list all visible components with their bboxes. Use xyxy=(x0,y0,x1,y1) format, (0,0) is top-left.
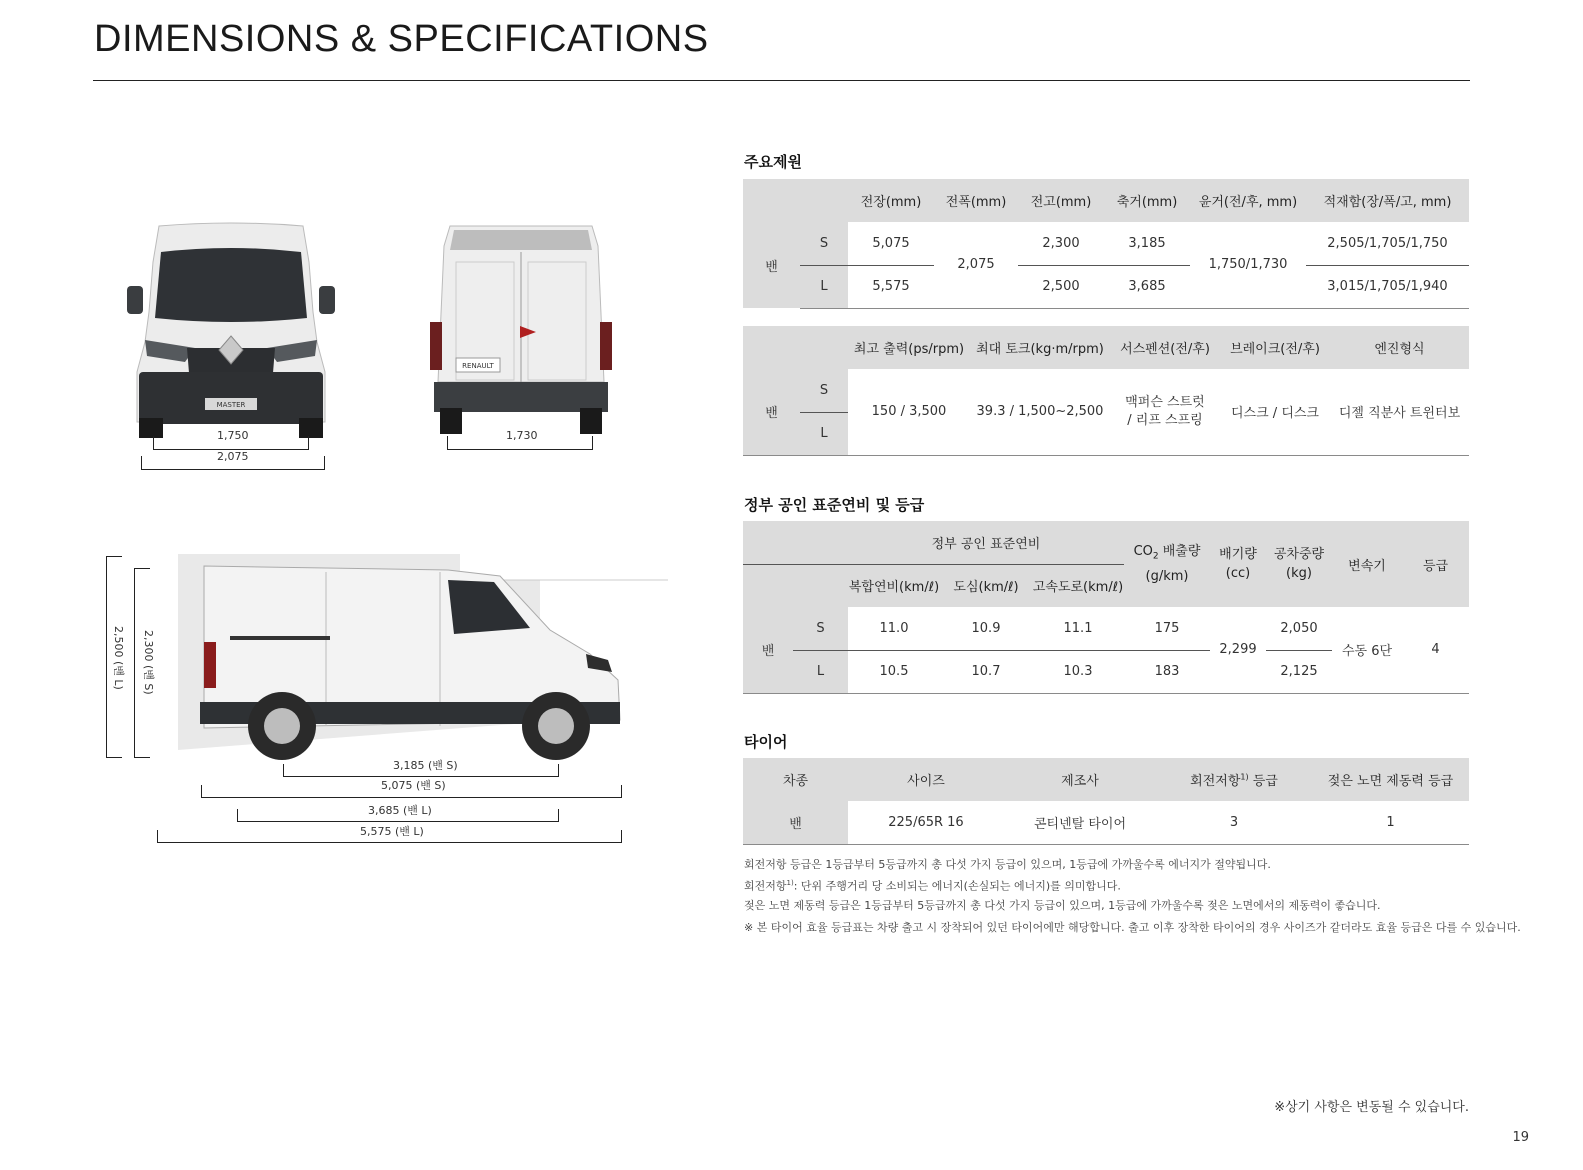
model-van: 밴 xyxy=(743,222,800,308)
fuel-variant-l: L xyxy=(793,650,848,693)
fuel-group-header: 정부 공인 표준연비 xyxy=(848,521,1124,564)
engine-variant-s: S xyxy=(800,369,848,412)
engine-variant-l: L xyxy=(800,412,848,455)
tire-notes xyxy=(744,855,1521,937)
track-value: 1,750/1,730 xyxy=(1190,222,1306,308)
note-disclaimer: ※ 본 타이어 효율 등급표는 차량 출고 시 장착되어 있던 타이어에만 해당합니다. 출고 이후 장착한 타이어의 경우 사이즈가 같더라도 효율 등급은 다를 수 있습니다. xyxy=(744,920,1521,934)
engine-specs-table xyxy=(743,326,1469,456)
tire-rolling-grade: 3 xyxy=(1156,801,1312,844)
co2-header-text: CO xyxy=(1133,544,1153,560)
wheelbase-l: 3,685 xyxy=(1104,265,1190,308)
co2-l: 183 xyxy=(1124,650,1210,693)
tire-table xyxy=(743,758,1469,845)
tire-header-wet: 젖은 노면 제동력 등급 xyxy=(1312,758,1469,801)
front-width-label: 2,075 xyxy=(217,450,249,463)
page-disclaimer: ※상기 사항은 변동될 수 있습니다. xyxy=(1274,1100,1469,1115)
page-title: DIMENSIONS & SPECIFICATIONS xyxy=(94,18,709,60)
tire-model: 밴 xyxy=(743,801,848,844)
co2-header-rest: 배출량 xyxy=(1158,544,1201,560)
header-wheelbase: 축거(mm) xyxy=(1104,179,1190,222)
tire-wet-grade: 1 xyxy=(1312,801,1469,844)
combined-s: 11.0 xyxy=(848,607,940,650)
wheelbase-s-label: 3,185 (밴 S) xyxy=(393,759,458,772)
city-l: 10.7 xyxy=(940,650,1032,693)
variant-l: L xyxy=(800,265,848,308)
length-l: 5,575 xyxy=(848,265,934,308)
tire-header-rolling-grade: 등급 xyxy=(1252,774,1278,789)
tire-header-model: 차종 xyxy=(743,758,848,801)
header-length: 전장(mm) xyxy=(848,179,934,222)
wheelbase-s: 3,185 xyxy=(1104,222,1190,265)
combined-header: 복합연비(km/ℓ) xyxy=(848,564,940,607)
height-l: 2,500 xyxy=(1018,265,1104,308)
tire-size: 225/65R 16 xyxy=(848,801,1004,844)
note-wet-grade: 젖은 노면 제동력 등급은 1등급부터 5등급까지 총 다섯 가지 등급이 있으며, 1등급에 가까울수록 젖은 노면에서의 제동력이 좋습니다. xyxy=(744,898,1381,912)
engine-model-van: 밴 xyxy=(743,369,800,455)
header-height: 전고(mm) xyxy=(1018,179,1104,222)
power-value: 150 / 3,500 xyxy=(848,369,970,455)
torque-value: 39.3 / 1,500~2,500 xyxy=(970,369,1110,455)
header-torque: 최대 토크(kg·m/rpm) xyxy=(970,326,1110,369)
van-rear-image xyxy=(428,222,614,438)
height-s: 2,300 xyxy=(1018,222,1104,265)
height-s-label: 2,300 (밴 S) xyxy=(142,630,155,695)
fuel-model-van: 밴 xyxy=(743,607,793,693)
curb-header xyxy=(1266,521,1332,607)
displacement-header xyxy=(1210,521,1266,607)
tire-maker: 콘티넨탈 타이어 xyxy=(1004,801,1156,844)
height-l-label: 2,500 (밴 L) xyxy=(112,626,125,690)
front-badge-text: MASTER xyxy=(216,401,246,409)
main-specs-title: 주요제원 xyxy=(744,153,802,171)
tire-header-size: 사이즈 xyxy=(848,758,1004,801)
length-s: 5,075 xyxy=(848,222,934,265)
rear-track-label: 1,730 xyxy=(506,429,538,442)
grade-value: 4 xyxy=(1402,607,1469,693)
brakes-value: 디스크 / 디스크 xyxy=(1220,369,1330,455)
header-cargo: 적재함(장/폭/고, mm) xyxy=(1306,179,1469,222)
suspension-value xyxy=(1110,369,1220,455)
displacement-value: 2,299 xyxy=(1210,607,1266,693)
engine-value: 디젤 직분사 트윈터보 xyxy=(1330,369,1469,455)
fuel-title: 정부 공인 표준연비 및 등급 xyxy=(744,496,925,514)
co2-header-sub: 2 xyxy=(1152,551,1159,562)
main-specs-table xyxy=(743,179,1469,309)
van-front-image xyxy=(125,222,337,440)
transmission-value: 수동 6단 xyxy=(1332,607,1402,693)
highway-header: 고속도로(km/ℓ) xyxy=(1032,564,1124,607)
curb-header-text: 공차중량 xyxy=(1273,547,1325,562)
variant-s: S xyxy=(800,222,848,265)
van-side-image xyxy=(160,550,672,765)
city-header: 도심(km/ℓ) xyxy=(940,564,1032,607)
displacement-header-unit: (cc) xyxy=(1225,566,1251,581)
note-footnote-mark: 1) xyxy=(786,879,794,887)
header-width: 전폭(mm) xyxy=(934,179,1018,222)
weight-l: 2,125 xyxy=(1266,650,1332,693)
front-track-label: 1,750 xyxy=(217,429,249,442)
rear-badge-text: RENAULT xyxy=(462,362,494,370)
width-value: 2,075 xyxy=(934,222,1018,308)
tire-header-maker: 제조사 xyxy=(1004,758,1156,801)
co2-s: 175 xyxy=(1124,607,1210,650)
curb-header-unit: (kg) xyxy=(1286,566,1312,581)
header-suspension: 서스펜션(전/후) xyxy=(1110,326,1220,369)
weight-s: 2,050 xyxy=(1266,607,1332,650)
header-engine: 엔진형식 xyxy=(1330,326,1469,369)
length-s-label: 5,075 (밴 S) xyxy=(381,779,446,792)
transmission-header: 변속기 xyxy=(1332,521,1402,607)
fuel-variant-s: S xyxy=(793,607,848,650)
co2-header-unit: (g/km) xyxy=(1145,568,1189,584)
combined-l: 10.5 xyxy=(848,650,940,693)
note-rolling-term: 회전저항 xyxy=(744,879,787,893)
co2-header xyxy=(1124,521,1210,607)
city-s: 10.9 xyxy=(940,607,1032,650)
title-divider xyxy=(93,80,1470,81)
note-rolling-grade: 회전저항 등급은 1등급부터 5등급까지 총 다섯 가지 등급이 있으며, 1등급에 가까울수록 에너지가 절약됩니다. xyxy=(744,858,1271,871)
header-track: 윤거(전/후, mm) xyxy=(1190,179,1306,222)
suspension-line1: 맥퍼슨 스트럿 xyxy=(1125,394,1205,410)
highway-s: 11.1 xyxy=(1032,607,1124,650)
header-brakes: 브레이크(전/후) xyxy=(1220,326,1330,369)
tire-footnote-mark: 1) xyxy=(1240,772,1249,782)
page-number: 19 xyxy=(1512,1130,1529,1145)
length-l-label: 5,575 (밴 L) xyxy=(360,825,424,838)
suspension-line2: / 리프 스프링 xyxy=(1127,412,1203,428)
note-rolling-text: : 단위 주행거리 당 소비되는 에너지(손실되는 에너지)를 의미합니다. xyxy=(793,879,1121,893)
header-power: 최고 출력(ps/rpm) xyxy=(848,326,970,369)
tire-title: 타이어 xyxy=(744,733,788,751)
displacement-header-text: 배기량 xyxy=(1219,547,1257,562)
note-rolling-definition xyxy=(744,874,1521,896)
wheelbase-l-label: 3,685 (밴 L) xyxy=(368,804,432,817)
highway-l: 10.3 xyxy=(1032,650,1124,693)
cargo-l: 3,015/1,705/1,940 xyxy=(1306,265,1469,308)
tire-header-rolling xyxy=(1156,758,1312,801)
cargo-s: 2,505/1,705/1,750 xyxy=(1306,222,1469,265)
fuel-table xyxy=(743,521,1469,694)
tire-header-rolling-text: 회전저항 xyxy=(1190,774,1241,789)
grade-header: 등급 xyxy=(1402,521,1469,607)
